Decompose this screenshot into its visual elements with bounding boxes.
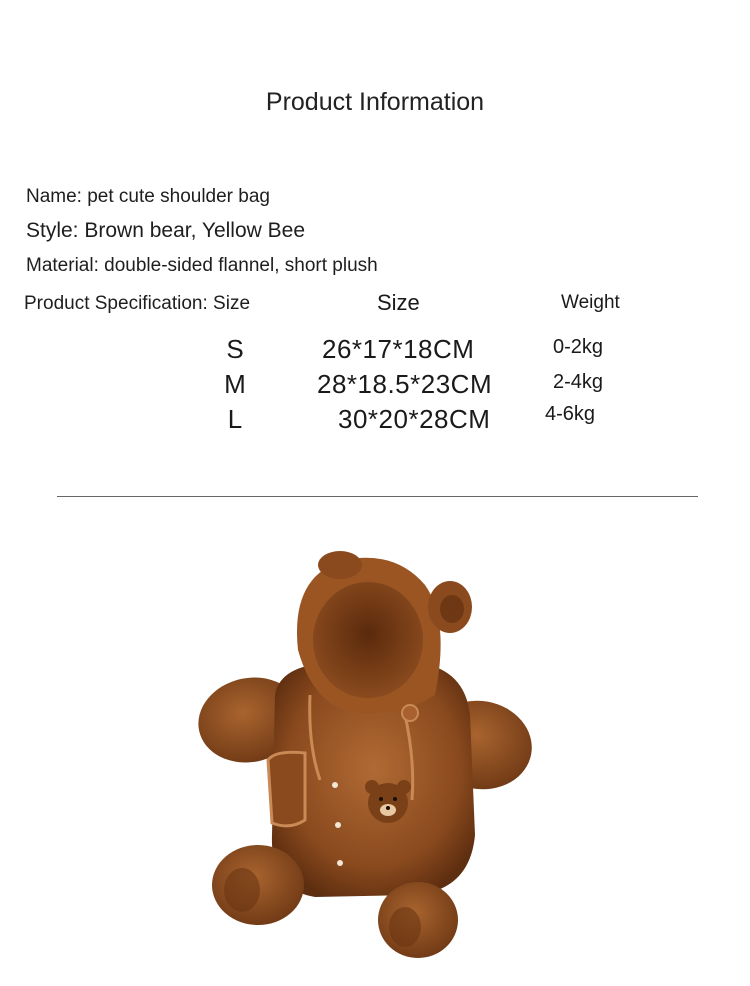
product-name: Name: pet cute shoulder bag bbox=[26, 186, 270, 207]
weight-column-header: Weight bbox=[561, 292, 620, 313]
product-specification-label: Product Specification: Size bbox=[24, 293, 251, 314]
dimensions-s: 26*17*18CM bbox=[322, 334, 475, 364]
bear-ear-left bbox=[318, 551, 362, 579]
page-title: Product Information bbox=[265, 88, 485, 116]
product-material: Material: double-sided flannel, short plush bbox=[26, 255, 378, 276]
weight-s: 0-2kg bbox=[553, 336, 604, 358]
dimensions-l: 30*20*28CM bbox=[338, 404, 491, 434]
bear-pocket bbox=[268, 752, 305, 826]
size-letter-l: L bbox=[227, 404, 243, 434]
size-column-header: Size bbox=[377, 290, 420, 315]
size-letter-s: S bbox=[226, 334, 244, 364]
product-style: Style: Brown bear, Yellow Bee bbox=[26, 219, 306, 242]
section-divider bbox=[57, 496, 698, 497]
bear-bag-photo bbox=[180, 545, 550, 965]
weight-m: 2-4kg bbox=[553, 371, 604, 393]
size-letter-m: M bbox=[224, 369, 246, 399]
dimensions-m: 28*18.5*23CM bbox=[317, 369, 493, 399]
weight-l: 4-6kg bbox=[545, 403, 596, 425]
